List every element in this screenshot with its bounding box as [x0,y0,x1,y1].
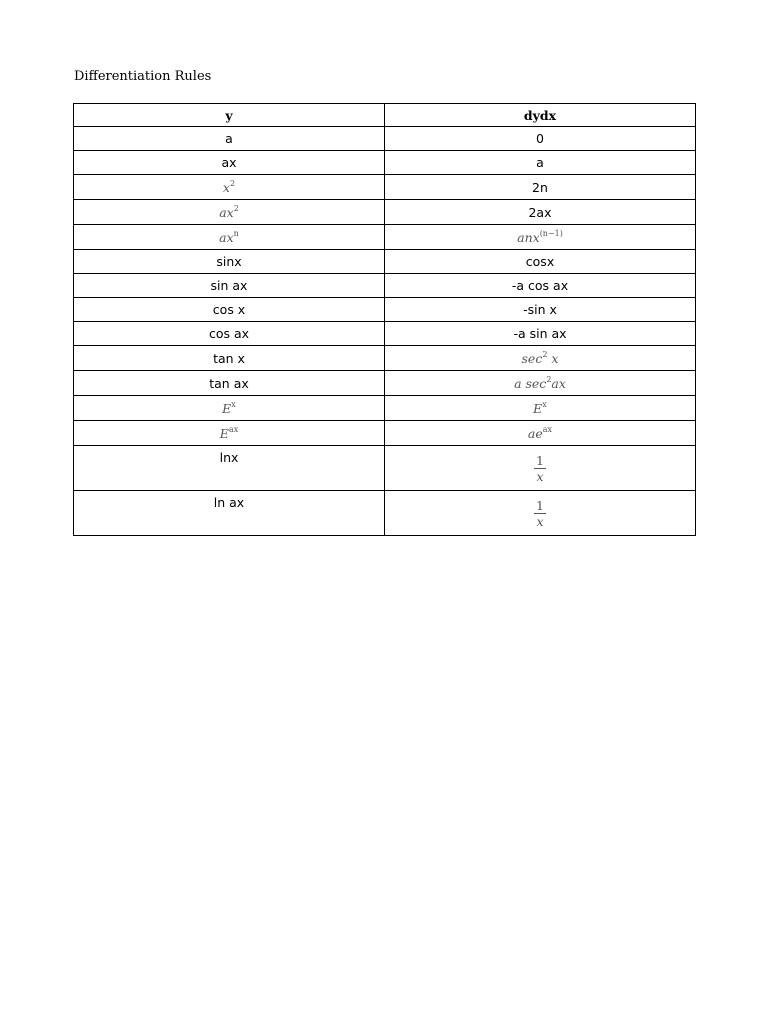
math-expression: $ax^n$ [219,229,239,245]
cell-y: sinx [74,250,385,274]
math-expression: $E^x$ [222,400,236,416]
cell-dydx: a [385,151,696,175]
table-row [74,346,696,371]
math-expression: anx$^{(n-1)}$ [517,229,563,245]
math-expression: $ax^2$ [219,204,239,220]
cell-y [74,175,385,200]
cell-dydx [385,396,696,421]
math-expression: a $\sec^2ax$ [514,375,566,391]
math-expression: $x^2$ [222,179,236,195]
table-row [74,491,696,536]
fraction: $\frac{1}{x}$ [536,497,544,529]
table-row [74,151,696,175]
page-title: Differentiation Rules [74,69,212,84]
math-expression: $E^x$ [533,400,547,416]
cell-dydx: -a sin ax [385,322,696,346]
table-row [74,446,696,491]
cell-dydx: 2ax [385,200,696,225]
table-row [74,371,696,396]
cell-y [74,396,385,421]
differentiation-rules-table [73,103,696,536]
cell-y: tan x [74,346,385,371]
math-expression: $E^{ax}$ [219,425,239,441]
column-header-y: y [74,104,385,127]
table-header-row [74,104,696,127]
math-expression: $\sec^2 x$ [521,350,559,366]
column-header-dydx: dydx [385,104,696,127]
table-row [74,250,696,274]
cell-y: ax [74,151,385,175]
table-row [74,322,696,346]
cell-dydx: 2n [385,175,696,200]
cell-dydx [385,371,696,396]
cell-dydx [385,346,696,371]
table-row [74,421,696,446]
cell-y [74,225,385,250]
table-row [74,200,696,225]
table-row [74,274,696,298]
math-expression: $ae^{ax}$ [527,425,553,441]
cell-y: tan ax [74,371,385,396]
cell-dydx: -a cos ax [385,274,696,298]
cell-y: lnx [74,446,385,491]
cell-y: cos x [74,298,385,322]
table-row [74,298,696,322]
table-row [74,127,696,151]
cell-dydx [385,446,696,491]
fraction: $\frac{1}{x}$ [536,452,544,484]
table-row [74,396,696,421]
cell-dydx [385,421,696,446]
table-row [74,225,696,250]
cell-y: sin ax [74,274,385,298]
cell-dydx [385,225,696,250]
cell-dydx: 0 [385,127,696,151]
cell-y: a [74,127,385,151]
cell-y [74,421,385,446]
cell-y: cos ax [74,322,385,346]
cell-dydx: -sin x [385,298,696,322]
cell-y: ln ax [74,491,385,536]
cell-dydx: cosx [385,250,696,274]
table-row [74,175,696,200]
cell-y [74,200,385,225]
cell-dydx [385,491,696,536]
